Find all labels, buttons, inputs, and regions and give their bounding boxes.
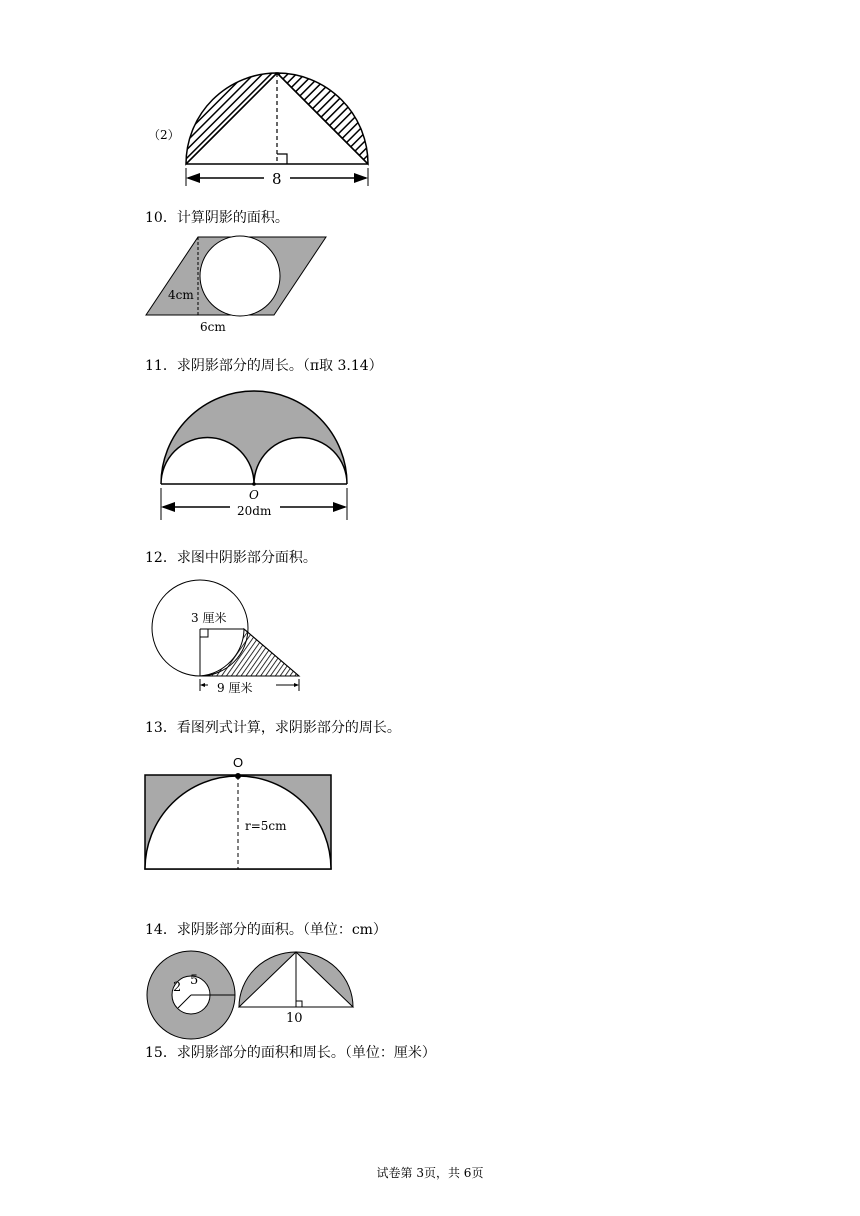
figure-2-label: （2） (148, 128, 180, 142)
question-12: 12．求图中阴影部分面积。 (145, 550, 317, 566)
semicircle-triangle-figure-2 (237, 950, 357, 1012)
q14-inner-label: 2 (173, 980, 182, 995)
rectangle-semicircle-figure (143, 773, 335, 875)
q11-width-label: 20dm (237, 504, 272, 518)
parallelogram-circle-figure (145, 235, 335, 320)
hatched-region (200, 629, 299, 676)
q13-center-label: O (233, 755, 244, 770)
shaded-region (161, 391, 347, 484)
q12-radius-label: 3 厘米 (191, 611, 227, 625)
q12-base-label: 9 厘米 (217, 681, 253, 695)
q10-height-label: 4cm (168, 288, 194, 302)
question-11: 11．求阴影部分的周长。（π取 3.14） (145, 358, 383, 374)
annulus-figure (145, 950, 239, 1044)
q11-center-label: O (249, 488, 259, 502)
q10-base-label: 6cm (200, 320, 226, 334)
question-10: 10．计算阴影的面积。 (145, 210, 289, 226)
figure-2-dimension: 8 (272, 170, 282, 188)
question-15: 15．求阴影部分的面积和周长。（单位：厘米） (145, 1045, 436, 1061)
page-footer: 试卷第 3页，共 6页 (376, 1166, 484, 1180)
inscribed-circle (200, 236, 280, 316)
q14-outer-label: 5 (190, 973, 199, 988)
question-13: 13．看图列式计算，求阴影部分的周长。 (145, 720, 401, 736)
question-14: 14．求阴影部分的面积。（单位：cm） (145, 922, 387, 938)
q14-base-label: 10 (286, 1011, 303, 1026)
q13-radius-label: r=5cm (245, 819, 287, 833)
